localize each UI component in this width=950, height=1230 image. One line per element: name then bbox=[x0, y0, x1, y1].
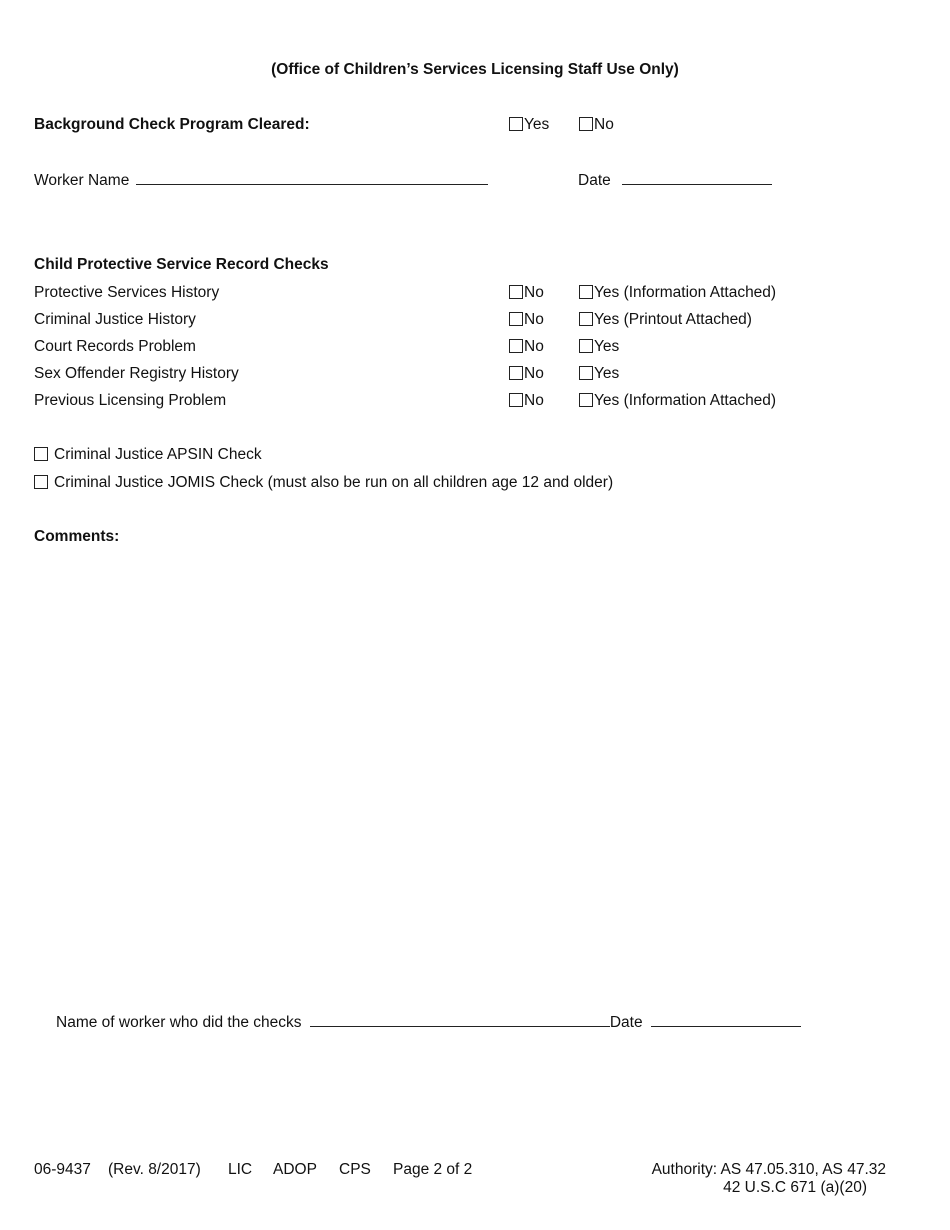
cps-no-label: No bbox=[524, 311, 544, 328]
worker-date-label: Date bbox=[578, 172, 611, 189]
cps-yes-checkbox[interactable] bbox=[579, 393, 593, 407]
apsin-label: Criminal Justice APSIN Check bbox=[54, 446, 262, 463]
cps-yes-checkbox[interactable] bbox=[579, 285, 593, 299]
clearance-yes-option[interactable] bbox=[509, 116, 549, 134]
cps-no-checkbox[interactable] bbox=[509, 312, 523, 326]
cps-row-no-option[interactable] bbox=[509, 365, 544, 383]
cps-no-checkbox[interactable] bbox=[509, 393, 523, 407]
apsin-checkbox[interactable] bbox=[34, 447, 48, 461]
cps-yes-label: Yes (Information Attached) bbox=[594, 284, 777, 301]
signoff-worker-field[interactable] bbox=[310, 1012, 610, 1027]
footer-tag-cps: CPS bbox=[339, 1161, 371, 1178]
cps-no-label: No bbox=[524, 365, 544, 382]
cps-row-yes-option[interactable] bbox=[579, 284, 776, 302]
cps-yes-label: Yes bbox=[594, 365, 620, 382]
clearance-yes-label: Yes bbox=[524, 116, 550, 133]
apsin-check-option[interactable] bbox=[34, 446, 262, 464]
cps-no-label: No bbox=[524, 392, 544, 409]
cps-row-yes-option[interactable] bbox=[579, 338, 619, 356]
cps-yes-label: Yes bbox=[594, 338, 620, 355]
cps-row-label: Sex Offender Registry History bbox=[34, 365, 239, 382]
cps-no-label: No bbox=[524, 338, 544, 355]
comments-area[interactable] bbox=[34, 552, 914, 992]
cps-yes-checkbox[interactable] bbox=[579, 366, 593, 380]
jomis-check-option[interactable] bbox=[34, 474, 613, 492]
cps-row-label: Court Records Problem bbox=[34, 338, 196, 355]
cps-row-label: Protective Services History bbox=[34, 284, 220, 301]
cps-row-no-option[interactable] bbox=[509, 338, 544, 356]
signoff-worker-label: Name of worker who did the checks bbox=[56, 1014, 302, 1031]
cps-row-no-option[interactable] bbox=[509, 311, 544, 329]
jomis-checkbox[interactable] bbox=[34, 475, 48, 489]
cps-heading: Child Protective Service Record Checks bbox=[34, 256, 329, 273]
clearance-no-option[interactable] bbox=[579, 116, 614, 134]
footer-authority: Authority: AS 47.05.310, AS 47.32 bbox=[651, 1161, 886, 1178]
cps-no-checkbox[interactable] bbox=[509, 339, 523, 353]
clearance-no-label: No bbox=[594, 116, 614, 133]
cps-no-label: No bbox=[524, 284, 544, 301]
footer-authority-usc: 42 U.S.C 671 (a)(20) bbox=[723, 1179, 867, 1196]
cps-row-label: Previous Licensing Problem bbox=[34, 392, 227, 409]
worker-date-field[interactable] bbox=[622, 170, 772, 185]
clearance-no-checkbox[interactable] bbox=[579, 117, 593, 131]
footer-revision: (Rev. 8/2017) bbox=[108, 1161, 201, 1178]
cps-row-yes-option[interactable] bbox=[579, 392, 776, 410]
worker-name-field[interactable] bbox=[136, 170, 488, 185]
worker-name-row bbox=[34, 170, 488, 190]
clearance-label: Background Check Program Cleared: bbox=[34, 116, 310, 133]
cps-yes-label: Yes (Printout Attached) bbox=[594, 311, 752, 328]
cps-no-checkbox[interactable] bbox=[509, 366, 523, 380]
cps-row-no-option[interactable] bbox=[509, 392, 544, 410]
cps-row-yes-option[interactable] bbox=[579, 365, 619, 383]
signoff-row bbox=[56, 1012, 801, 1032]
footer-form-number: 06-9437 bbox=[34, 1161, 91, 1178]
worker-name-label: Worker Name bbox=[34, 172, 130, 189]
cps-yes-checkbox[interactable] bbox=[579, 312, 593, 326]
footer-page-number: Page 2 of 2 bbox=[393, 1161, 473, 1178]
comments-label: Comments: bbox=[34, 528, 120, 545]
signoff-date-label: Date bbox=[609, 1014, 643, 1031]
cps-no-checkbox[interactable] bbox=[509, 285, 523, 299]
signoff-date-field[interactable] bbox=[651, 1012, 801, 1027]
cps-yes-checkbox[interactable] bbox=[579, 339, 593, 353]
cps-yes-label: Yes (Information Attached) bbox=[594, 392, 777, 409]
cps-row-no-option[interactable] bbox=[509, 284, 544, 302]
clearance-yes-checkbox[interactable] bbox=[509, 117, 523, 131]
jomis-label: Criminal Justice JOMIS Check (must also be run on all children age 12 and older) bbox=[54, 474, 614, 491]
worker-date-row bbox=[578, 170, 772, 190]
footer-tag-lic: LIC bbox=[228, 1161, 253, 1178]
footer-tag-adop: ADOP bbox=[273, 1161, 317, 1178]
page-title: (Office of Children’s Services Licensing Staff Use Only) bbox=[271, 61, 679, 78]
cps-row-yes-option[interactable] bbox=[579, 311, 752, 329]
cps-row-label: Criminal Justice History bbox=[34, 311, 196, 328]
